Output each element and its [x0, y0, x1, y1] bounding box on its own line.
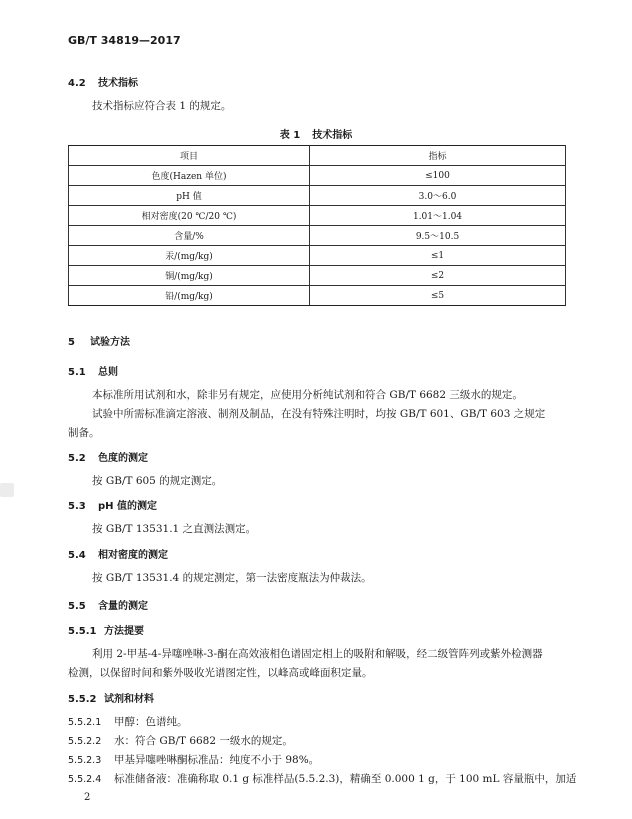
item-number: 5.5.2.1 [68, 717, 102, 728]
section-number: 5 [68, 337, 75, 348]
section-title: 试验方法 [90, 337, 130, 348]
section-5-5-2-heading [68, 690, 154, 705]
section-5-2-heading [68, 449, 148, 464]
section-5-1-para-2-line-2: 制备。 [68, 427, 100, 439]
item-number: 5.5.2.4 [68, 774, 102, 785]
section-title: pH 值的测定 [98, 501, 158, 512]
section-number: 5.5.1 [68, 626, 97, 637]
row-item: 铅/(mg/kg) [69, 286, 310, 306]
section-5-5-heading [68, 597, 148, 612]
row-value: ≤5 [310, 286, 566, 306]
section-number: 5.3 [68, 501, 86, 512]
list-item [68, 733, 293, 748]
item-text: 甲醇：色谱纯。 [114, 716, 188, 728]
section-number: 5.1 [68, 367, 86, 378]
section-5-heading [68, 333, 130, 348]
item-text: 标准储备液：准确称取 0.1 g 标准样品(5.5.2.3)，精确至 0.000 1 g，于 100 mL 容量瓶中，加适 [114, 773, 577, 785]
table-row [69, 206, 566, 226]
list-item [68, 752, 319, 767]
col-header-value: 指标 [310, 146, 566, 166]
table-row [69, 246, 566, 266]
table-row [69, 166, 566, 186]
section-title: 技术指标 [98, 78, 138, 89]
row-value: ≤2 [310, 266, 566, 286]
table-number: 表 1 [279, 130, 301, 141]
section-5-5-1-line-2: 检测，以保留时间和紫外吸收光谱图定性，以峰高或峰面积定量。 [68, 667, 373, 679]
section-title: 含量的测定 [98, 601, 148, 612]
spec-table [68, 145, 566, 306]
item-number: 5.5.2.3 [68, 755, 102, 766]
table-row [69, 226, 566, 246]
section-title: 色度的测定 [98, 453, 148, 464]
section-title: 相对密度的测定 [98, 550, 168, 561]
row-value: 9.5～10.5 [310, 226, 566, 246]
list-item [68, 714, 188, 729]
section-5-2-text: 按 GB/T 605 的规定测定。 [92, 475, 223, 487]
table-row [69, 186, 566, 206]
standard-number: GB/T 34819—2017 [68, 34, 181, 47]
row-value: 3.0～6.0 [310, 186, 566, 206]
section-number: 5.4 [68, 550, 86, 561]
section-5-1-heading [68, 363, 118, 378]
section-5-3-text: 按 GB/T 13531.1 之直测法测定。 [92, 523, 257, 535]
section-number: 5.5.2 [68, 694, 97, 705]
col-header-item: 项目 [69, 146, 310, 166]
section-title: 方法提要 [104, 626, 144, 637]
section-title: 试剂和材料 [104, 694, 154, 705]
table-header-row [69, 146, 566, 166]
section-number: 5.2 [68, 453, 86, 464]
table-caption [0, 126, 632, 141]
section-number: 5.5 [68, 601, 86, 612]
section-title: 总则 [98, 367, 118, 378]
row-value: 1.01～1.04 [310, 206, 566, 226]
row-item: 铜/(mg/kg) [69, 266, 310, 286]
row-value: ≤100 [310, 166, 566, 186]
list-item [68, 771, 576, 786]
row-item: pH 值 [69, 186, 310, 206]
side-tab-marker [0, 483, 14, 497]
row-item: 含量/% [69, 226, 310, 246]
row-value: ≤1 [310, 246, 566, 266]
section-5-5-1-heading [68, 622, 144, 637]
item-text: 甲基异噻唑啉酮标准品：纯度不小于 98%。 [114, 754, 320, 766]
item-text: 水：符合 GB/T 6682 一级水的规定。 [114, 735, 293, 747]
section-5-4-heading [68, 546, 168, 561]
row-item: 汞/(mg/kg) [69, 246, 310, 266]
table-title: 技术指标 [312, 130, 353, 141]
section-5-3-heading [68, 497, 157, 512]
section-4-2-heading [68, 74, 138, 89]
row-item: 相对密度(20 ℃/20 ℃) [69, 206, 310, 226]
section-5-5-1-line-1: 利用 2-甲基-4-异噻唑啉-3-酮在高效液相色谱固定相上的吸附和解吸，经二级管阵列或紫外检测器 [92, 648, 543, 660]
table-row [69, 286, 566, 306]
row-item: 色度(Hazen 单位) [69, 166, 310, 186]
page-number: 2 [84, 792, 91, 803]
section-5-1-para-2-line-1: 试验中所需标准滴定溶液、制剂及制品，在没有特殊注明时，均按 GB/T 601、GB/T 603 之规定 [92, 408, 546, 420]
section-number: 4.2 [68, 78, 86, 89]
section-5-1-para-1: 本标准所用试剂和水，除非另有规定，应使用分析纯试剂和符合 GB/T 6682 三级水的规定。 [92, 389, 523, 401]
section-4-2-text: 技术指标应符合表 1 的规定。 [92, 100, 232, 112]
section-5-4-text: 按 GB/T 13531.4 的规定测定，第一法密度瓶法为仲裁法。 [92, 572, 372, 584]
item-number: 5.5.2.2 [68, 736, 102, 747]
table-row [69, 266, 566, 286]
